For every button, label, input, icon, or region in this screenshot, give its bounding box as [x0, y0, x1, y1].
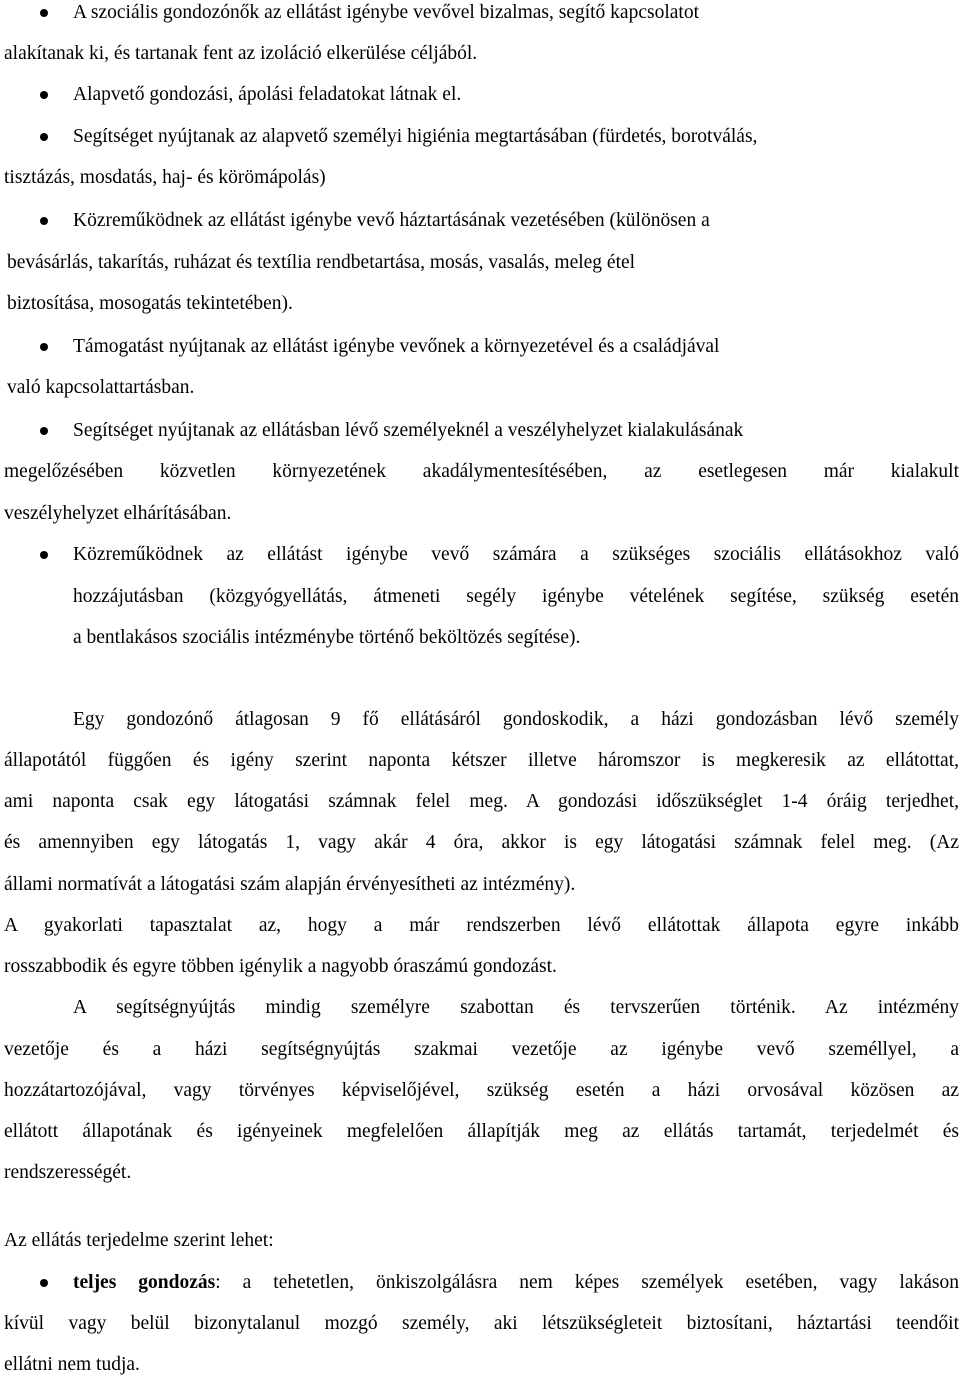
bullet-2-line-1: Alapvető gondozási, ápolási feladatokat látnak el. — [73, 84, 462, 105]
bullet-1-line-2: alakítanak ki, és tartanak fent az izoláció elkerülése céljából. — [4, 43, 478, 64]
bullet-4-line-1: Közreműködnek az ellátást igénybe vevő háztartásának vezetésében (különösen a — [73, 210, 710, 231]
paragraph-3-line-4: ellátott állapotának és igényeinek megfelelően állapítják meg az ellátás tartamát, terjedelmét és — [4, 1121, 959, 1142]
bullet-icon — [40, 1279, 48, 1287]
bullet-icon — [40, 217, 48, 225]
paragraph-3-line-5: rendszerességét. — [4, 1162, 132, 1183]
section-heading: Az ellátás terjedelme szerint lehet: — [4, 1230, 274, 1251]
section-bullet-line-2: kívül vagy belül bizonytalanul mozgó személy, aki létszükségleteit biztosítani, háztartási teendőit — [4, 1313, 959, 1334]
bullet-icon — [40, 9, 48, 17]
bullet-icon — [40, 91, 48, 99]
bullet-5-line-1: Támogatást nyújtanak az ellátást igénybe vevőnek a környezetével és a családjával — [73, 336, 720, 357]
bullet-icon — [40, 427, 48, 435]
bullet-3-line-1: Segítséget nyújtanak az alapvető személyi higiénia megtartásában (fürdetés, borotválás, — [73, 126, 758, 147]
bullet-3-line-2: tisztázás, mosdatás, haj- és körömápolás) — [4, 167, 326, 188]
bullet-1-line-1: A szociális gondozónők az ellátást igénybe vevővel bizalmas, segítő kapcsolatot — [73, 2, 699, 23]
bullet-5-line-2: való kapcsolattartásban. — [7, 377, 195, 398]
paragraph-1-line-3: ami naponta csak egy látogatási számnak felel meg. A gondozási időszükséglet 1-4 óráig terjedhet, — [4, 791, 959, 812]
section-bullet-line-3: ellátni nem tudja. — [4, 1354, 140, 1375]
paragraph-3-line-1: A segítségnyújtás mindig személyre szabottan és tervszerűen történik. Az intézmény — [73, 997, 959, 1018]
paragraph-1-line-5: állami normatívát a látogatási szám alapján érvényesítheti az intézmény). — [4, 874, 576, 895]
paragraph-2-line-1: A gyakorlati tapasztalat az, hogy a már rendszerben lévő ellátottak állapota egyre inkább — [4, 915, 959, 936]
paragraph-1-line-4: és amennyiben egy látogatás 1, vagy akár 4 óra, akkor is egy látogatási számnak felel meg. (Az — [4, 832, 959, 853]
bullet-7-line-3: a bentlakásos szociális intézménybe történő beköltözés segítése). — [73, 627, 581, 648]
bullet-6-line-1: Segítséget nyújtanak az ellátásban lévő személyeknél a veszélyhelyzet kialakulásának — [73, 420, 744, 441]
bullet-7-line-1: Közreműködnek az ellátást igénybe vevő számára a szükséges szociális ellátásokhoz való — [73, 544, 959, 565]
paragraph-3-line-3: hozzátartozójával, vagy törvényes képviselőjével, szükség esetén a házi orvosával közösen az — [4, 1080, 959, 1101]
bullet-icon — [40, 551, 48, 559]
bullet-4-line-3: biztosítása, mosogatás tekintetében). — [7, 293, 293, 314]
paragraph-1-line-1: Egy gondozónő átlagosan 9 fő ellátásáról gondoskodik, a házi gondozásban lévő személy — [73, 709, 959, 730]
paragraph-2-line-2: rosszabbodik és egyre többen igénylik a nagyobb óraszámú gondozást. — [4, 956, 557, 977]
bullet-icon — [40, 133, 48, 141]
bullet-4-line-2: bevásárlás, takarítás, ruházat és textília rendbetartása, mosás, vasalás, meleg étel — [7, 252, 636, 273]
bullet-6-line-3: veszélyhelyzet elhárításában. — [4, 503, 232, 524]
term-definition: : a tehetetlen, önkiszolgálásra nem képes személyek esetében, vagy lakáson — [215, 1272, 959, 1293]
section-bullet-line-1 — [73, 1271, 959, 1295]
bullet-icon — [40, 343, 48, 351]
bullet-7-line-2: hozzájutásban (közgyógyellátás, átmeneti segély igénybe vételének segítése, szükség esetén — [73, 586, 959, 607]
bullet-6-line-2: megelőzésében közvetlen környezetének akadálymentesítésében, az esetlegesen már kialakult — [4, 461, 959, 482]
term-teljes-gondozas: teljes gondozás — [73, 1272, 216, 1293]
paragraph-1-line-2: állapotától függően és igény szerint naponta kétszer illetve háromszor is megkeresik az ellátottat, — [4, 750, 959, 771]
paragraph-3-line-2: vezetője és a házi segítségnyújtás szakmai vezetője az igénybe vevő személlyel, a — [4, 1039, 959, 1060]
